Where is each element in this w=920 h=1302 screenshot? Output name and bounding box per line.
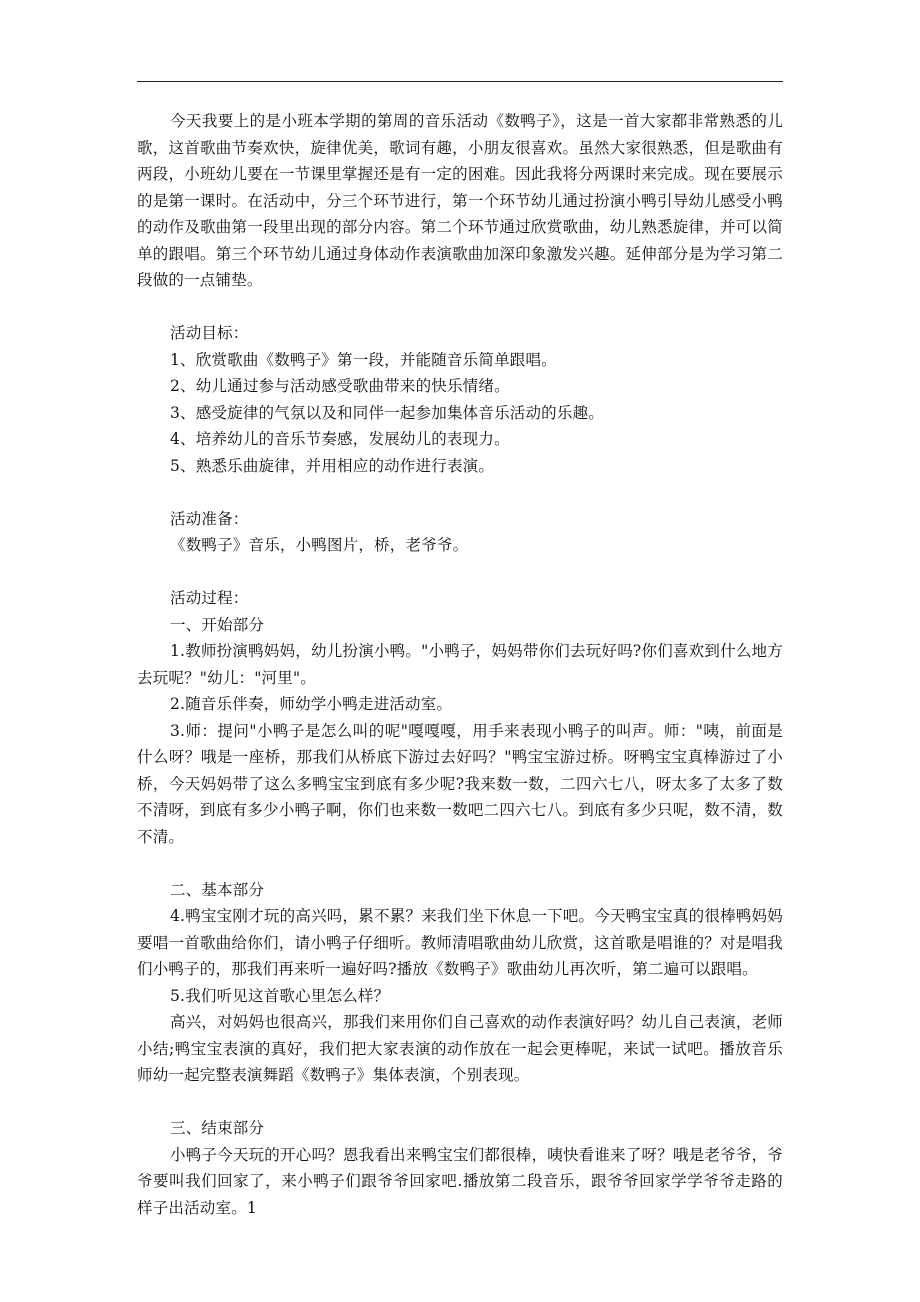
goal-item: 2、幼儿通过参与活动感受歌曲带来的快乐情绪。 [170,377,510,395]
part2-item: 高兴，对妈妈也很高兴，那我们来用你们自己喜欢的动作表演好吗？幼儿自己表演，老师小结;鸭宝宝表演的真好，我们把大家表演的动作放在一起会更棒呢，来试一试吧。播放音乐师幼一起完整表演舞蹈《数鸭子》集体表演，个别表现。 [137,1013,783,1084]
goal-item: 1、欣赏歌曲《数鸭子》第一段，并能随音乐简单跟唱。 [170,350,557,369]
intro-paragraph: 今天我要上的是小班本学期的第周的音乐活动《数鸭子》，这是一首大家都非常熟悉的儿歌，这首歌曲节奏欢快，旋律优美，歌词有趣，小朋友很喜欢。虽然大家很熟悉，但是歌曲有两段，小班幼儿要在一节课里掌握还是有一定的困难。因此我将分两课时来完成。现在要展示的是第一课时。在活动中，分三个环节进行，第一个环节幼儿通过扮演小鸭引导幼儿感受小鸭的动作及歌曲第一段里出现的部分内容。第二个环节通过欣赏歌曲，幼儿熟悉旋律，并可以简单的跟唱。第三个环节幼儿通过身体动作表演歌曲加深印象激发兴趣。延伸部分是为学习第二段做的一点铺垫。 [137,112,783,289]
part2-item: 4.鸭宝宝刚才玩的高兴吗，累不累？来我们坐下休息一下吧。今天鸭宝宝真的很棒鸭妈妈要唱一首歌曲给你们，请小鸭子仔细听。教师清唱歌曲幼儿欣赏，这首歌是唱谁的？对是唱我们小鸭子的，那我们再来听一遍好吗?播放《数鸭子》歌曲幼儿再次听，第二遍可以跟唱。 [137,907,783,978]
part1-item: 2.随音乐伴奏，师幼学小鸭走进活动室。 [170,695,453,713]
part1-item: 3.师：提问"小鸭子是怎么叫的呢"嘎嘎嘎，用手来表现小鸭子的叫声。师："咦，前面是什么呀？哦是一座桥，那我们从桥底下游过去好吗？"鸭宝宝游过桥。呀鸭宝宝真棒游过了小桥，今天妈妈带了这么多鸭宝宝到底有多少呢?我来数一数，二四六七八，呀太多了太多了数不清呀，到底有多少小鸭子啊，你们也来数一数吧二四六七八。到底有多少只呢，数不清，数不清。 [137,721,783,846]
goal-item: 5、熟悉乐曲旋律，并用相应的动作进行表演。 [170,456,495,475]
process-heading: 活动过程： [170,589,249,607]
goal-item: 4、培养幼儿的音乐节奏感，发展幼儿的表现力。 [170,430,510,448]
document-body [137,108,783,1221]
part2-heading: 二、基本部分 [170,880,265,899]
part1-item: 1.教师扮演鸭妈妈，幼儿扮演小鸭。"小鸭子，妈妈带你们去玩好吗?你们喜欢到什么地方去玩呢？"幼儿："河里"。 [137,642,783,687]
prep-heading: 活动准备： [170,509,249,528]
part3-text: 小鸭子今天玩的开心吗？恩我看出来鸭宝宝们都很棒，咦快看谁来了呀？哦是老爷爷，爷爷要叫我们回家了，来小鸭子们跟爷爷回家吧.播放第二段音乐，跟爷爷回家学学爷爷走路的样子出活动室。1 [137,1145,783,1217]
part2-item: 5.我们听见这首歌心里怎么样？ [170,986,390,1005]
goals-heading: 活动目标： [170,324,249,342]
prep-text: 《数鸭子》音乐，小鸭图片，桥，老爷爷。 [170,536,469,554]
goal-item: 3、感受旋律的气氛以及和同伴一起参加集体音乐活动的乐趣。 [170,403,604,422]
part3-heading: 三、结束部分 [170,1119,265,1137]
header-rule [137,81,783,82]
part1-heading: 一、开始部分 [170,615,265,634]
